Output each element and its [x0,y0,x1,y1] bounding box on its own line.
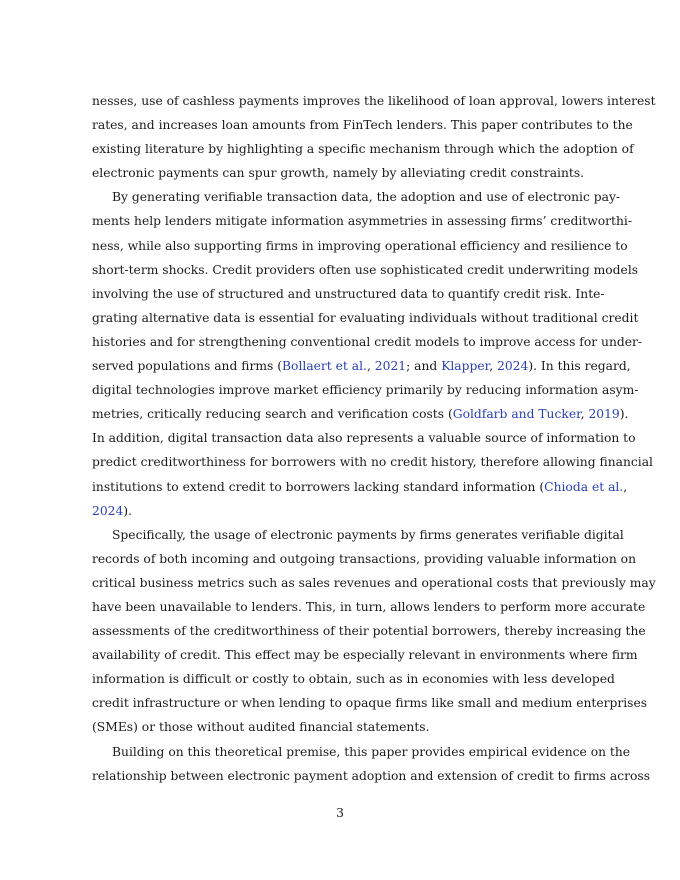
paragraph [92,523,656,740]
text-line [92,89,656,113]
text-run: institutions to extend credit to borrowers lacking standard information ( [92,479,545,494]
text-line [92,306,639,330]
text-run: , [489,359,498,374]
text-run: In addition, digital transaction data also represents a valuable source of information to [92,431,636,446]
text-run: rates, and increases loan amounts from FinTech lenders. This paper contributes to the [92,118,633,133]
text-line [92,402,629,426]
text-run: grating alternative data is essential for evaluating individuals without traditional credit [92,310,639,325]
page-number: 3 [336,806,344,820]
text-run: predict creditworthiness for borrowers with no credit history, therefore allowing financial [92,455,653,470]
text-line [92,234,628,258]
text-run: information is difficult or costly to obtain, such as in economies with less developed [92,672,615,687]
text-line [92,547,636,571]
text-run: (SMEs) or those without audited financial statements. [92,720,430,735]
text-run: assessments of the creditworthiness of their potential borrowers, thereby increasing the [92,624,646,639]
text-run: digital technologies improve market efficiency primarily by reducing information asym- [92,383,639,398]
text-run: , [623,479,628,494]
text-line [92,523,624,547]
text-line [92,378,639,402]
text-line [92,595,646,619]
text-run: Building on this theoretical premise, this paper provides empirical evidence on the [112,744,631,759]
citation-link[interactable]: 2024 [497,359,529,374]
text-line [92,258,639,282]
text-line [92,137,634,161]
text-line [92,450,653,474]
text-run: critical business metrics such as sales revenues and operational costs that previously may [92,575,656,590]
text-line [92,667,615,691]
text-line [92,475,628,499]
citation-link[interactable]: Klapper [441,359,490,374]
text-run: have been unavailable to lenders. This, in turn, allows lenders to perform more accurate [92,599,646,614]
text-run: electronic payments can spur growth, namely by alleviating credit constraints. [92,166,585,181]
text-line [92,426,636,450]
text-line [92,691,648,715]
text-run: nesses, use of cashless payments improves the likelihood of loan approval, lowers interest [92,94,656,108]
text-line [92,161,588,185]
text-line [92,282,605,306]
text-line [92,619,646,643]
text-run: existing literature by highlighting a specific mechanism through which the adoption of [92,142,634,157]
text-line [92,740,631,764]
paragraph [92,185,653,522]
text-line [92,571,656,595]
text-line [92,113,633,137]
text-run: ments help lenders mitigate information asymmetries in assessing firms’ creditworthi- [92,214,632,229]
text-line [92,715,588,739]
body-text [92,89,656,788]
paragraph [92,740,651,788]
text-run: availability of credit. This effect may be especially relevant in environments where firm [92,648,638,663]
text-run: ). [619,407,629,422]
text-run: ; and [406,359,442,374]
text-run: served populations and firms ( [92,359,283,374]
text-line [92,643,638,667]
text-run: ). [123,503,133,518]
citation-link[interactable]: Goldfarb and Tucker [452,407,581,422]
citation-link[interactable]: Chioda et al. [544,479,624,494]
text-run: ). In this regard, [528,359,631,374]
citation-link[interactable]: 2021 [374,359,407,374]
text-run: credit infrastructure or when lending to opaque firms like small and medium enterprises [92,696,648,711]
text-run: ness, while also supporting firms in improving operational efficiency and resilience to [92,238,628,253]
text-run: records of both incoming and outgoing transactions, providing valuable information on [92,551,636,566]
text-run: metries, critically reducing search and verification costs ( [92,407,453,422]
text-run: , [366,359,375,374]
text-line [92,330,643,354]
citation-link[interactable]: 2024 [92,503,124,518]
text-line [92,499,588,523]
text-run: Specifically, the usage of electronic payments by firms generates verifiable digital [112,527,624,542]
text-line [92,354,631,378]
citation-link[interactable]: 2019 [588,407,620,422]
text-run: , [580,407,589,422]
text-line [92,764,651,788]
text-run: histories and for strengthening conventional credit models to improve access for under- [92,334,643,349]
text-line [92,185,621,209]
text-run: involving the use of structured and unstructured data to quantify credit risk. Inte- [92,286,605,301]
text-run: relationship between electronic payment adoption and extension of credit to firms across [92,768,651,783]
text-run: short-term shocks. Credit providers often use sophisticated credit underwriting models [92,262,639,277]
citation-link[interactable]: Bollaert et al. [282,359,367,374]
text-line [92,209,632,233]
text-run: By generating verifiable transaction data, the adoption and use of electronic pay- [112,190,621,205]
paragraph [92,89,656,185]
